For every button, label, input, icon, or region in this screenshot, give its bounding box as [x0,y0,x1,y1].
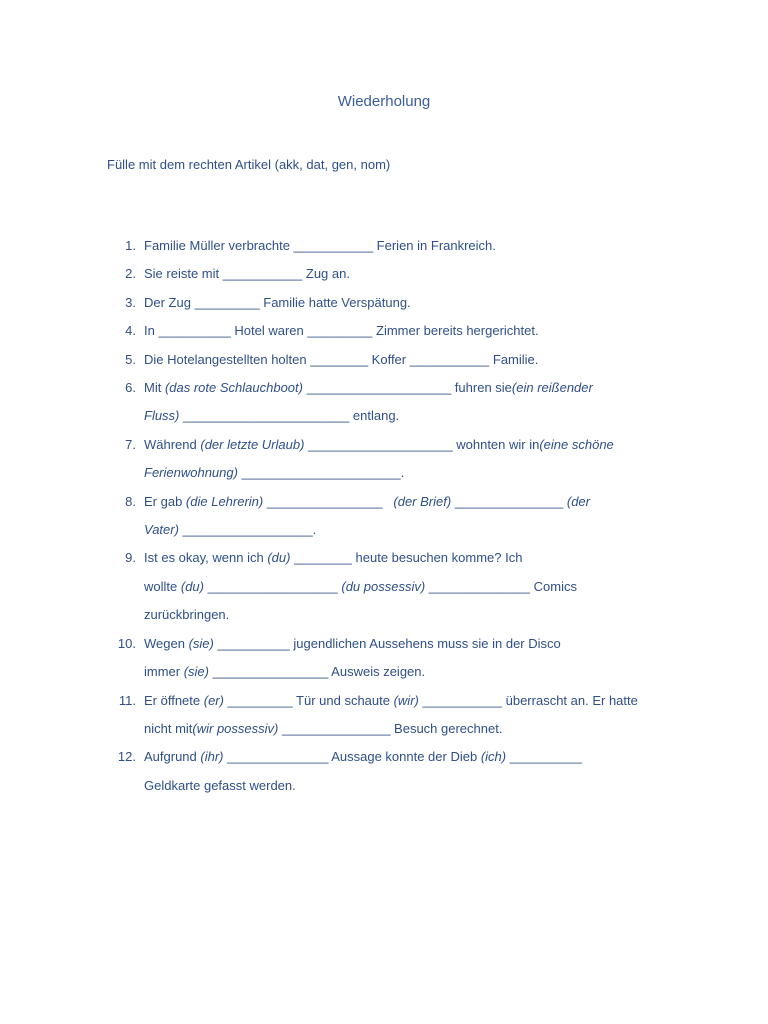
sentence-text: ____________________ fuhren sie [302,380,512,396]
exercise-line [144,573,768,601]
sentence-text: _______________ Besuch gerechnet. [278,720,503,736]
hint-text: (wir) [393,692,419,708]
hint-text: (sie) [188,635,214,651]
sentence-text: __________ jugendlichen Aussehens muss sie in der Disco [213,635,561,651]
hint-text: (sie) [183,664,209,680]
exercise-item [0,431,768,488]
hint-text: (du) [267,550,291,566]
exercise-text [144,488,768,545]
exercise-line [144,232,768,260]
exercise-item [0,488,768,545]
exercise-line [144,516,768,544]
exercise-line [144,346,768,374]
sentence-text: ______________ Aussage konnte der Dieb [223,749,481,765]
exercise-line [144,431,768,459]
sentence-text: Ist es okay, wenn ich [144,550,268,566]
exercise-number: 1. [125,238,136,253]
exercise-line [144,687,768,715]
exercise-item [0,544,768,629]
exercise-line [144,601,768,629]
exercise-line [144,743,768,771]
sentence-text: Er öffnete [144,692,204,708]
sentence-text: ______________ Comics [425,578,577,594]
sentence-text: zurückbringen. [144,607,230,623]
exercise-item [0,346,768,374]
exercise-item [0,289,768,317]
sentence-text: ________ heute besuchen komme? Ich [290,550,523,566]
sentence-text: Aufgrund [144,749,201,765]
sentence-text: ______________________. [237,465,405,481]
sentence-text: Die Hotelangestellten holten ________ Koffer ___________ Familie. [144,351,539,367]
exercise-number: 6. [125,380,136,396]
sentence-text: Während [144,436,201,452]
exercise-text [144,346,768,374]
exercise-number: 7. [125,436,136,452]
exercise-line [144,459,768,487]
instruction-text: Fülle mit dem rechten Artikel (akk, dat, gen, nom) [107,157,391,172]
sentence-text: _______________ [451,493,567,509]
hint-text: (die Lehrerin) [185,493,264,509]
sentence-text: __________________. [178,522,317,538]
hint-text: (der [566,493,590,509]
sentence-text: nicht mit [144,720,193,736]
exercise-item [0,260,768,288]
exercise-item [0,317,768,345]
exercise-number: 10. [117,635,136,651]
exercise-item [0,687,768,744]
hint-text: (du possessiv) [341,578,426,594]
exercise-line [144,772,768,800]
page-title: Wiederholung [337,93,431,110]
sentence-text: Er gab [144,493,186,509]
exercise-number: 3. [125,294,136,310]
sentence-text: wollte [144,578,181,594]
exercise-line [144,630,768,658]
sentence-text: Familie Müller verbrachte ___________ Ferien in Frankreich. [144,238,496,253]
sentence-text: Mit [144,380,165,396]
sentence-text: __________ [506,749,583,765]
sentence-text: _________ Tür und schaute [223,692,394,708]
exercise-item [0,374,768,431]
exercise-number: 5. [125,351,136,367]
exercise-list [0,232,768,800]
exercise-line [144,544,768,572]
sentence-text: Der Zug _________ Familie hatte Verspätung. [144,294,411,310]
sentence-text: immer [144,664,184,680]
exercise-line [144,715,768,743]
exercise-item [0,232,768,260]
sentence-text: Wegen [144,635,189,651]
exercise-text [144,544,768,629]
exercise-item [0,743,768,800]
sentence-text: _______________________ entlang. [179,408,400,424]
exercise-line [144,488,768,516]
hint-text: Vater) [144,522,179,538]
exercise-text [144,630,768,687]
exercise-text [144,317,768,345]
hint-text: (du) [180,578,204,594]
hint-text: (eine schöne [539,436,614,452]
hint-text: Fluss) [144,408,180,424]
hint-text: (der letzte Urlaub) [200,436,305,452]
sentence-text: In __________ Hotel waren _________ Zimmer bereits hergerichtet. [144,323,539,339]
hint-text: Ferienwohnung) [144,465,238,481]
exercise-line [144,260,768,288]
hint-text: (ein reißender [511,380,593,396]
sentence-text: ________________ [263,493,394,509]
exercise-line [144,289,768,317]
exercise-item [0,630,768,687]
exercise-line [144,402,768,430]
exercise-text [144,232,768,260]
exercise-line [144,374,768,402]
sentence-text: __________________ [203,578,342,594]
hint-text: (wir possessiv) [192,720,279,736]
exercise-line [144,658,768,686]
exercise-number: 9. [125,550,136,566]
exercise-number: 4. [125,323,136,339]
sentence-text: ________________ Ausweis zeigen. [209,664,426,680]
exercise-text [144,260,768,288]
exercise-line [144,317,768,345]
hint-text: (er) [203,692,224,708]
hint-text: (ich) [480,749,507,765]
hint-text: (der Brief) [393,493,452,509]
exercise-text [144,687,768,744]
sentence-text: Geldkarte gefasst werden. [144,777,296,793]
exercise-text [144,374,768,431]
hint-text: (ihr) [200,749,224,765]
hint-text: (das rote Schlauchboot) [164,380,303,396]
sentence-text: ___________ überrascht an. Er hatte [418,692,638,708]
exercise-number: 11. [118,692,136,708]
exercise-number: 12. [117,749,136,765]
exercise-text [144,431,768,488]
sentence-text: ____________________ wohnten wir in [304,436,540,452]
exercise-text [144,289,768,317]
exercise-text [144,743,768,800]
exercise-number: 2. [125,266,136,282]
sentence-text: Sie reiste mit ___________ Zug an. [144,266,350,282]
exercise-number: 8. [125,493,136,509]
